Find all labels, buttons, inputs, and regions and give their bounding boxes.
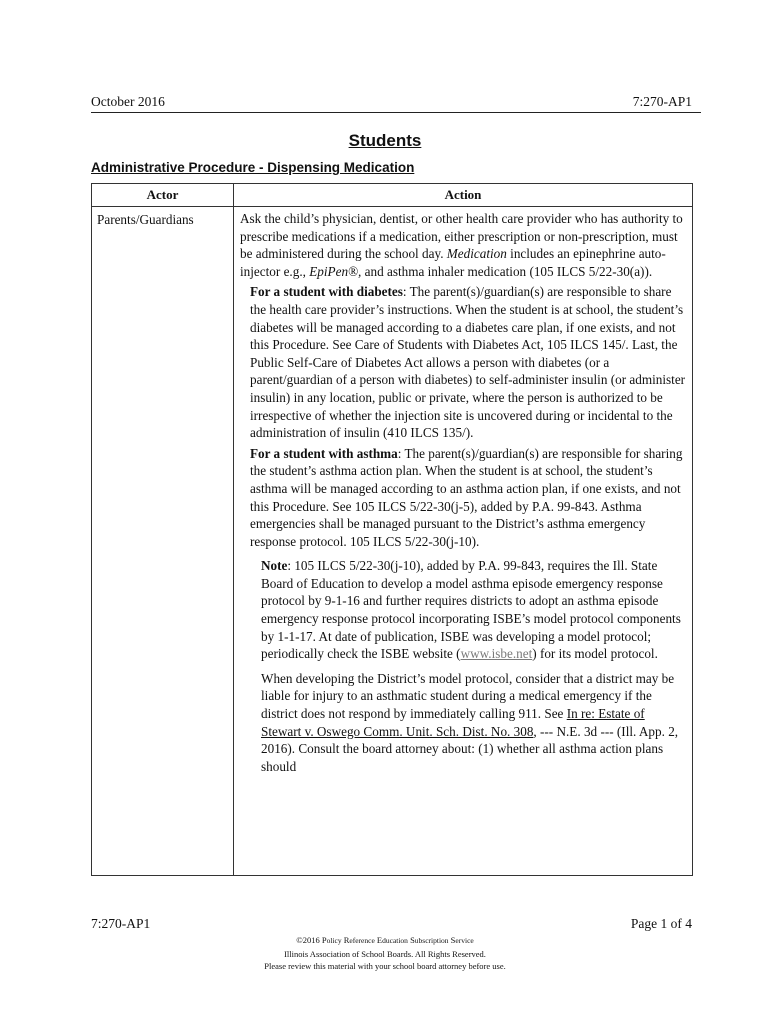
copyright-line-3: Please review this material with your school board attorney before use. [264,961,506,972]
diabetes-paragraph: For a student with diabetes: The parent(s)/guardian(s) are responsible to share the health care provider’s instructions. When the student is at school, the student’s diabetes will be managed according to a diabetes care plan, if one exists, and not this Procedure. See Care of Students with Diabetes Act, 105 ILCS 145/. Last, the Public Self-Care of Diabetes Act allows a person with diabetes (or a parent/guardian of a person with diabetes) to self-administer insulin (or administer insulin) in any location, public or private, where the person is authorized to be irrespective of whether the injection site is uncovered during or incidental to the administration of insulin (410 ILCS 135/). [250,284,686,441]
header-code: 7:270-AP1 [632,94,692,109]
note-label: Note [261,558,288,574]
asthma-paragraph: For a student with asthma: The parent(s)/guardian(s) are responsible for sharing the student’s asthma action plan. When the student is at school, the student’s asthma will be managed according to an asthma action plan, if one exists, and not this Procedure. See 105 ILCS 5/22-30(j-5), added by P.A. 99-843. Asthma emergencies shall be managed pursuant to the District’s asthma emergency response protocol. 105 ILCS 5/22-30(j-10). [250,445,683,549]
liability-paragraph: When developing the District’s model protocol, consider that a district may be liable for injury to an asthmatic student during a medical emergency if the district does not respond by immediately calling 911. See In re: Estate of Stewart v. Oswego Comm. Unit. Sch. Dist. No. 308, --- N.E. 3d --- (Ill. App. 2, 2016). Consult the board attorney about: (1) whether all asthma action plans should [261,670,679,774]
column-header-actor: Actor [92,184,234,207]
page-footer [91,916,692,934]
procedure-table [91,183,693,876]
case-citation: In re: Estate of Stewart v. Oswego Comm. Unit. Sch. Dist. No. 308 [261,706,645,739]
asthma-label: For a student with asthma [250,445,398,461]
column-header-action: Action [234,184,693,207]
header-date: October 2016 [91,94,165,109]
action-cell [234,207,693,876]
table-row [92,207,693,876]
isbe-link[interactable]: www.isbe.net [460,646,533,662]
page-number: Page 1 of 4 [630,916,692,931]
header-rule [91,112,701,113]
copyright-line-1: ©2016 Policy Reference Education Subscription Service [296,935,474,945]
epipen-term: EpiPen®, [309,263,362,279]
page-title: Students [348,131,422,150]
page-header [91,94,692,111]
footer-copyright [0,934,770,973]
page-subtitle: Administrative Procedure - Dispensing Medication [91,160,415,175]
action-paragraph-intro: Ask the child’s physician, dentist, or other health care provider who has authority to prescribe medications if a medication, either prescription or non-prescription, must be administered during the school day. Medication includes an epinephrine auto-injector e.g., EpiPen®, and asthma inhaler medication (105 ILCS 5/22-30(a)). [240,211,683,279]
footer-code: 7:270-AP1 [91,916,151,931]
note-paragraph: Note: 105 ILCS 5/22-30(j-10), added by P.A. 99-843, requires the Ill. State Board of Education to develop a model asthma episode emergency response protocol by 9-1-16 and further requires districts to adopt an asthma episode emergency response protocol incorporating ISBE’s model protocol components by 1-1-17. At date of publication, ISBE was developing a model protocol; periodically check the ISBE website (www.isbe.net) for its model protocol. [261,558,681,662]
copyright-line-2: Illinois Association of School Boards. All Rights Reserved. [284,948,486,959]
actor-cell: Parents/Guardians [92,207,234,876]
table-header-row [92,184,693,207]
diabetes-label: For a student with diabetes [250,284,403,300]
medication-term: Medication [446,246,507,262]
